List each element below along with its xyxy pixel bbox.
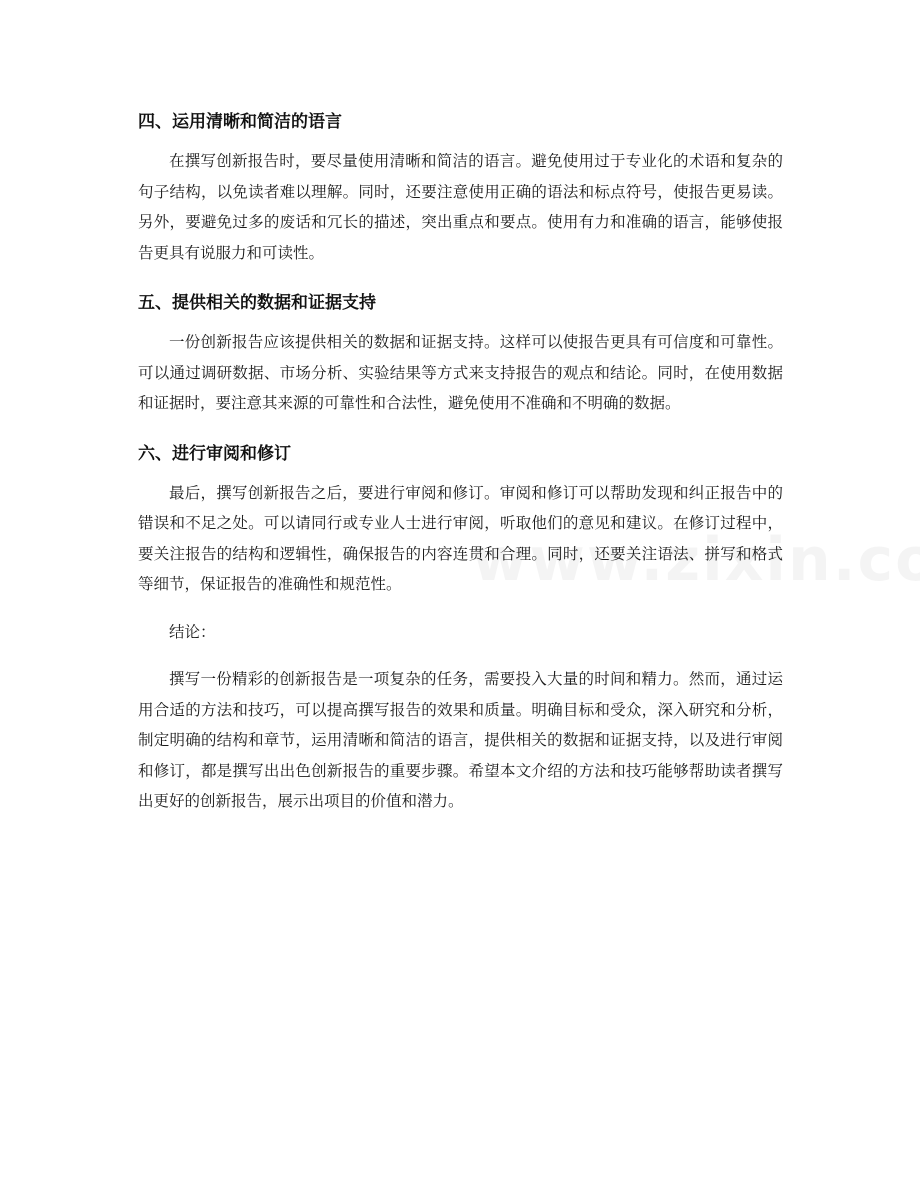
- section-paragraph: 一份创新报告应该提供相关的数据和证据支持。这样可以使报告更具有可信度和可靠性。可以通过调研数据、市场分析、实验结果等方式来支持报告的观点和结论。同时，在使用数据和证据时，要注意其来源的可靠性和合法性，避免使用不准确和不明确的数据。: [138, 333, 783, 412]
- section-heading: 四、运用清晰和简洁的语言: [138, 112, 342, 132]
- conclusion-label: 结论：: [169, 622, 216, 641]
- conclusion-paragraph: 撰写一份精彩的创新报告是一项复杂的任务，需要投入大量的时间和精力。然而，通过运用合适的方法和技巧，可以提高撰写报告的效果和质量。明确目标和受众，深入研究和分析，制定明确的结构和章节，运用清晰和简洁的语言，提供相关的数据和证据支持，以及进行审阅和修订，都是撰写出出色创新报告的重要步骤。希望本文介绍的方法和技巧能够帮助读者撰写出更好的创新报告，展示出项目的价值和潜力。: [138, 670, 783, 810]
- section-heading: 五、提供相关的数据和证据支持: [138, 293, 376, 313]
- section-review-revision: [138, 436, 783, 600]
- section-data-evidence: [138, 285, 783, 419]
- document-content: [138, 104, 783, 834]
- section-paragraph: 最后，撰写创新报告之后，要进行审阅和修订。审阅和修订可以帮助发现和纠正报告中的错误和不足之处。可以请同行或专业人士进行审阅，听取他们的意见和建议。在修订过程中，要关注报告的结构和逻辑性，确保报告的内容连贯和合理。同时，还要关注语法、拼写和格式等细节，保证报告的准确性和规范性。: [138, 483, 783, 593]
- section-paragraph: 在撰写创新报告时，要尽量使用清晰和简洁的语言。避免使用过于专业化的术语和复杂的句子结构，以免读者难以理解。同时，还要注意使用正确的语法和标点符号，使报告更易读。另外，要避免过多的废话和冗长的描述，突出重点和要点。使用有力和准确的语言，能够使报告更具有说服力和可读性。: [138, 152, 783, 262]
- section-conclusion: [138, 617, 783, 817]
- section-heading: 六、进行审阅和修订: [138, 443, 291, 464]
- section-clear-language: [138, 104, 783, 268]
